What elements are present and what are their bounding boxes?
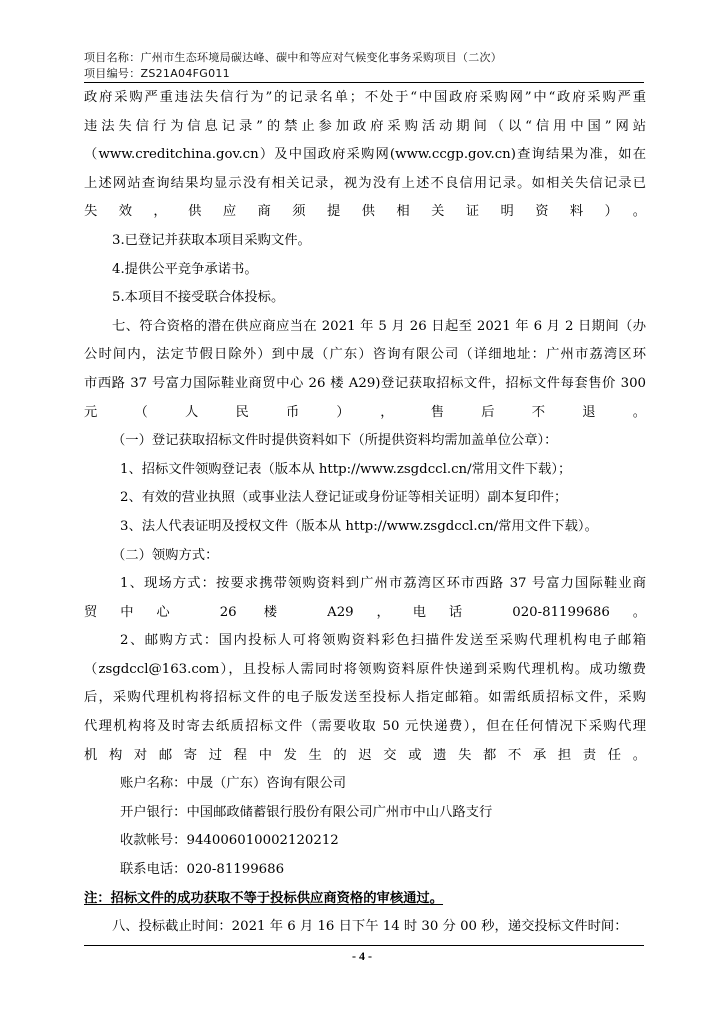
paragraph-doc-3: 3、法人代表证明及授权文件（版本从 http://www.zsgdccl.cn/常用文件下载）。 — [120, 518, 598, 534]
paragraph-doc-2: 2、有效的营业执照（或事业法人登记证或身份证等相关证明）副本复印件； — [120, 490, 568, 506]
account-number: 收款帐号：944006010002120212 — [120, 833, 339, 849]
page-number: - 4 - — [352, 949, 372, 963]
paragraph-doc-1: 1、招标文件领购登记表（版本从 http://www.zsgdccl.cn/常用文件下载）； — [120, 461, 572, 477]
paragraph-item-3: 3.已登记并获取本项目采购文件。 — [112, 232, 311, 248]
paragraph-mail-method: 2、邮购方式：国内投标人可将领购资料彩色扫描件发送至采购代理机构电子邮箱 （zsgdccl@163.com），且投标人需同时将领购资料原件快递到采购代理机构。成功缴费 后，采购代理机构将招标文件的电子版发送至投标人指定邮箱。如需纸质招标文件，采购 代理机构将及时寄去纸质招标文件（需要收取 50 元快递费），但在任何情况下采购代理 机构对邮寄过程中发生的迟交或遗失都不承担责任。 — [84, 633, 646, 763]
project-number: 项目编号：ZS21A04FG011 — [84, 67, 230, 80]
paragraph-section-8: 八、投标截止时间：2021 年 6 月 16 日下午 14 时 30 分 00 秒，递交投标文件时间： — [112, 919, 628, 935]
contact-phone: 联系电话：020-81199686 — [120, 862, 285, 878]
paragraph-section-7: 七、符合资格的潜在供应商应当在 2021 年 5 月 26 日起至 2021 年 6 月 2 日期间（办 公时间内，法定节假日除外）到中晟（广东）咨询有限公司（详细地址：广州市荔湾区环 市西路 37 号富力国际鞋业商贸中心 26 楼 A29)登记获取招标文件，招标文件每套售价 300 元（人民币），售后不退。 — [84, 318, 646, 420]
page-header — [84, 50, 644, 82]
project-name: 项目名称：广州市生态环境局碳达峰、碳中和等应对气候变化事务采购项目（二次） — [84, 51, 503, 64]
paragraph-credit-record-continued: 政府采购严重违法失信行为”的记录名单；不处于“中国政府采购网”中“政府采购严重 违法失信行为信息记录”的禁止参加政府采购活动期间（以“信用中国”网站 （www.creditchina.gov.cn）及中国政府采购网(www.ccgp.gov.cn)查询结果为准，如在 上述网站查询结果均显示没有相关记录，视为没有上述不良信用记录。如相关失信记录已 失效，供应商须提供相关证明资料）。 — [84, 90, 646, 220]
account-name: 账户名称：中晟（广东）咨询有限公司 — [120, 776, 347, 792]
document-body — [84, 84, 646, 942]
note: 注：招标文件的成功获取不等于投标供应商资格的审核通过。 — [84, 890, 444, 906]
paragraph-item-4: 4.提供公平竞争承诺书。 — [112, 261, 258, 277]
header-divider — [84, 82, 644, 83]
paragraph-onsite-method: 1、现场方式：按要求携带领购资料到广州市荔湾区环市西路 37 号富力国际鞋业商 贸中心 26 楼 A29，电话 020-81199686。 — [84, 576, 646, 620]
paragraph-subsection-2: （二）领购方式： — [112, 547, 219, 563]
bank-name: 开户银行：中国邮政储蓄银行股份有限公司广州市中山八路支行 — [120, 804, 493, 820]
paragraph-item-5: 5.本项目不接受联合体投标。 — [112, 290, 285, 306]
footer-divider — [84, 945, 644, 946]
paragraph-subsection-1: （一）登记获取招标文件时提供资料如下（所提供资料均需加盖单位公章）： — [112, 433, 558, 449]
